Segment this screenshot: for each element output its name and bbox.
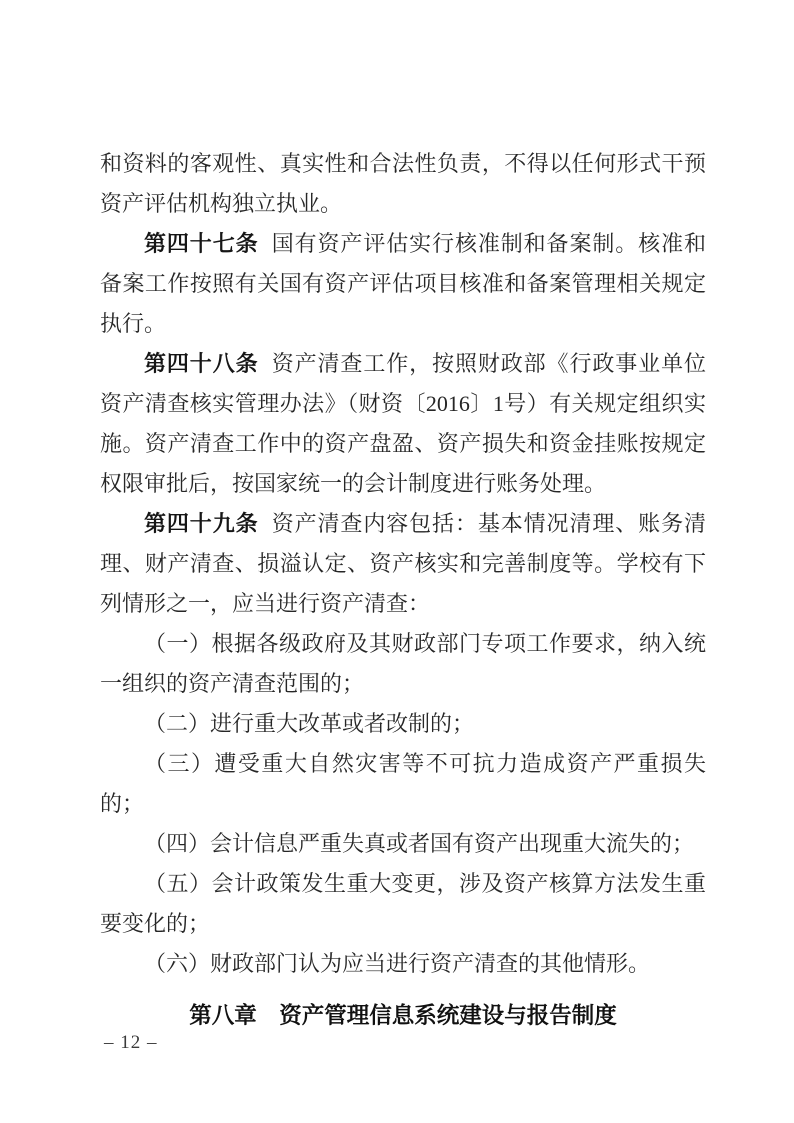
paragraph-text: 资产清查工作，按照财政部《行政事业单位资产清查核实管理办法》（财资〔2016〕1号）有关规定组织实施。资产清查工作中的资产盘盈、资产损失和资金挂账按规定权限审批后，按国家统一的会计制度进行账务处理。 — [100, 351, 706, 496]
article-number: 第四十八条 — [144, 351, 259, 376]
list-item-4 — [100, 824, 706, 864]
paragraph-text: （一）根据各级政府及其财政部门专项工作要求，纳入统一组织的资产清查范围的； — [100, 631, 706, 696]
list-item-6 — [100, 944, 706, 984]
article-number: 第四十七条 — [144, 231, 259, 256]
page-footer — [104, 1032, 158, 1054]
paragraph-text: （五）会计政策发生重大变更，涉及资产核算方法发生重要变化的； — [100, 871, 706, 936]
page-number: – 12 – — [104, 1032, 158, 1053]
list-item-1 — [100, 624, 706, 704]
paragraph-text: 国有资产评估实行核准制和备案制。核准和备案工作按照有关国有资产评估项目核准和备案管理相关规定执行。 — [100, 231, 706, 336]
paragraph-text: （六）财政部门认为应当进行资产清查的其他情形。 — [144, 951, 651, 976]
paragraph-text: （二）进行重大改革或者改制的； — [144, 711, 475, 736]
paragraph-text: （三）遭受重大自然灾害等不可抗力造成资产严重损失的； — [100, 751, 706, 816]
paragraph-article-48 — [100, 344, 706, 504]
paragraph-article-49 — [100, 504, 706, 624]
list-item-5 — [100, 864, 706, 944]
paragraph-text: 和资料的客观性、真实性和合法性负责，不得以任何形式干预资产评估机构独立执业。 — [100, 151, 706, 216]
paragraph-continuation — [100, 144, 706, 224]
paragraph-text: （四）会计信息严重失真或者国有资产出现重大流失的； — [144, 831, 695, 856]
paragraph-text: 资产清查内容包括：基本情况清理、账务清理、财产清查、损溢认定、资产核实和完善制度等。学校有下列情形之一，应当进行资产清查： — [100, 511, 706, 616]
list-item-2 — [100, 704, 706, 744]
list-item-3 — [100, 744, 706, 824]
page-body — [100, 144, 706, 1036]
chapter-heading: 第八章 资产管理信息系统建设与报告制度 — [189, 1003, 617, 1028]
paragraph-article-47 — [100, 224, 706, 344]
article-number: 第四十九条 — [144, 511, 259, 536]
